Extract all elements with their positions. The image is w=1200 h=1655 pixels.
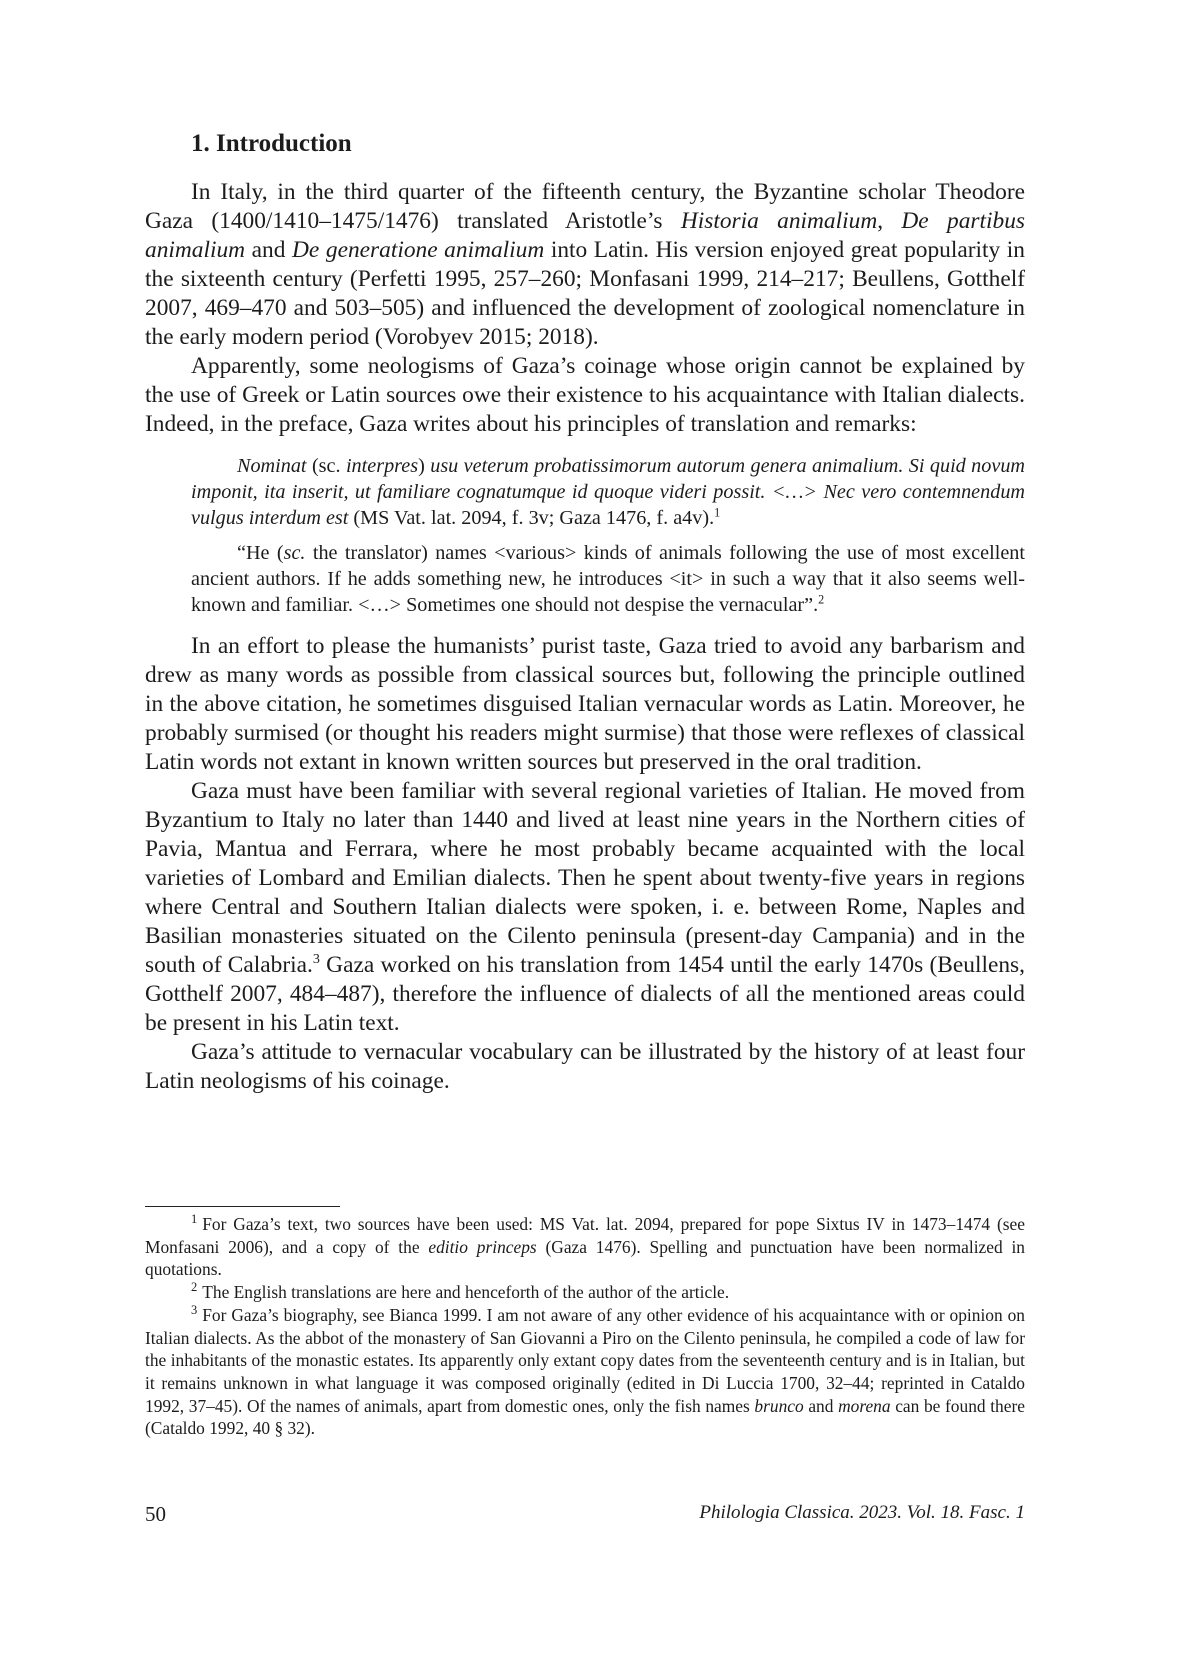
paragraph-5: Gaza’s attitude to vernacular vocabulary can be illustrated by the history of at least four Latin neologisms of his coinage.	[145, 1039, 1025, 1095]
english-translation	[191, 540, 1025, 619]
paragraph-2: Apparently, some neologisms of Gaza’s coinage whose origin cannot be explained by the use of Greek or Latin sources owe their existence to his acquaintance with Italian dialects. Indeed, in the preface, Gaza writes about his principles of translation and remarks:	[145, 353, 1025, 437]
page-footer	[145, 1502, 1025, 1532]
latin-quote-e: usu veterum probatissimorum autorum genera animalium. Si quid novum imponit, ita inserit, ut familiare cognatumque id quoque videri possit. <…> Nec vero contemnendum vulgus interdum est	[191, 455, 1025, 530]
footnote-ref-2[interactable]: 2	[818, 592, 825, 607]
footnote-3-text-a: For Gaza’s biography, see Bianca 1999. I am not aware of any other evidence of his acquaintance with or opinion on Italian dialects. As the abbot of the monastery of San Giovanni a Piro on the Cilento peninsula, he compiled a code of law for the inhabitants of the monastic estates. Its apparently only extant copy dates from the seventeenth century and is in Italian, but it remains unknown in what language it was composed originally (edited in Di Luccia 1700, 32–44; reprinted in Cataldo 1992, 37–45). Of the names of animals, apart from domestic ones, only the fish names	[145, 1304, 1025, 1416]
page-number: 50	[145, 1502, 166, 1526]
paragraph-3: In an effort to please the humanists’ purist taste, Gaza tried to avoid any barbarism and drew as many words as possible from classical sources but, following the principle outlined in the above citation, he sometimes disguised Italian vernacular words as Latin. Moreover, he probably surmised (or thought his readers might surmise) that those were reflexes of classical Latin words not extant in known written sources but preserved in the oral tradition.	[145, 633, 1025, 776]
footnote-1	[145, 1213, 1025, 1281]
footnote-2-number: 2	[191, 1280, 198, 1295]
p4-text-b: Gaza worked on his translation from 1454 until the early 1470s (Beullens, Gotthelf 2007, 484–487), therefore the influence of dialects of all the mentioned areas could be present in his Latin text.	[145, 952, 1025, 1037]
footnote-3-text-e: can be found there (Cataldo 1992, 40 § 32).	[145, 1395, 1025, 1439]
title-de-partibus-animalium: De partibus animalium	[145, 208, 1025, 263]
footnote-1-text-a: For Gaza’s text, two sources have been used: MS Vat. lat. 2094, prepared for pope Sixtus IV in 1473–1474 (see Monfasani 2006), and a copy of the	[145, 1214, 1025, 1257]
footnote-1-number: 1	[191, 1212, 198, 1227]
latin-quote-b: (sc.	[306, 455, 346, 477]
latin-quote-c: interpres	[345, 455, 419, 477]
footnote-divider	[145, 1206, 340, 1207]
footnote-3-text-b: brunco	[754, 1395, 804, 1416]
english-quote-a: “He (	[237, 541, 284, 564]
footnotes	[145, 1213, 1025, 1440]
journal-reference: Philologia Classica. 2023. Vol. 18. Fasc. 1	[699, 1502, 1025, 1523]
p1-text-e: and	[245, 237, 293, 263]
p1-text-g: into Latin. His version enjoyed great popularity in the sixteenth century (Perfetti 1995, 257–260; Monfasani 1999, 214–217; Beullens, Gotthelf 2007, 469–470 and 503–505) and influenced the development of zoological nomenclature in the early modern period (Vorobyev 2015; 2018).	[145, 237, 1025, 350]
english-quote-b: sc.	[283, 541, 306, 564]
latin-quote	[191, 453, 1025, 532]
footnote-3-text-d: morena	[838, 1395, 891, 1416]
latin-quote-source: (MS Vat. lat. 2094, f. 3v; Gaza 1476, f. a4v).	[348, 507, 715, 530]
footnote-ref-3[interactable]: 3	[312, 951, 320, 968]
title-historia-animalium: Historia animalium	[680, 208, 878, 234]
p1-text-a: In Italy, in the third quarter of the fifteenth century, the Byzantine scholar Theodore Gaza (1400/1410–1475/1476) translated Aristotle’s	[145, 179, 1025, 234]
footnote-ref-1[interactable]: 1	[714, 505, 721, 520]
article-page	[145, 128, 1025, 1096]
title-de-generatione-animalium: De generatione animalium	[292, 237, 545, 263]
latin-quote-d: )	[418, 455, 431, 477]
footnote-2-text: The English translations are here and henceforth of the author of the article.	[202, 1282, 730, 1303]
main-text	[145, 178, 1025, 1096]
footnote-3-number: 3	[191, 1303, 198, 1318]
section-heading: 1. Introduction	[191, 130, 352, 157]
footnote-1-text-c: (Gaza 1476). Spelling and punctuation have been normalized in quotations.	[145, 1236, 1025, 1280]
block-quotation	[191, 453, 1025, 618]
latin-quote-a: Nominat	[237, 455, 307, 477]
p4-text-a: Gaza must have been familiar with several regional varieties of Italian. He moved from Byzantium to Italy no later than 1440 and lived at least nine years in the Northern cities of Pavia, Mantua and Ferrara, where he most probably became acquainted with the local varieties of Lombard and Emilian dialects. Then he spent about twenty-five years in regions where Central and Southern Italian dialects were spoken, i. e. between Rome, Naples and Basilian monasteries situated on the Cilento peninsula (present-day Campania) and in the south of Calabria.	[145, 778, 1025, 979]
paragraph-4	[145, 777, 1025, 1038]
english-quote-c: the translator) names <various> kinds of animals following the use of most excellent ancient authors. If he adds something new, he introduces <it> in such a way that it also seems well-known and familiar. <…> Sometimes one should not despise the vernacular”.	[191, 541, 1025, 617]
footnote-3	[145, 1304, 1025, 1440]
footnote-1-text-b: editio princeps	[428, 1236, 537, 1257]
paragraph-1	[145, 178, 1025, 352]
footnote-3-text-c: and	[803, 1395, 839, 1416]
p1-text-c: ,	[877, 208, 902, 234]
footnote-2	[145, 1281, 1025, 1304]
